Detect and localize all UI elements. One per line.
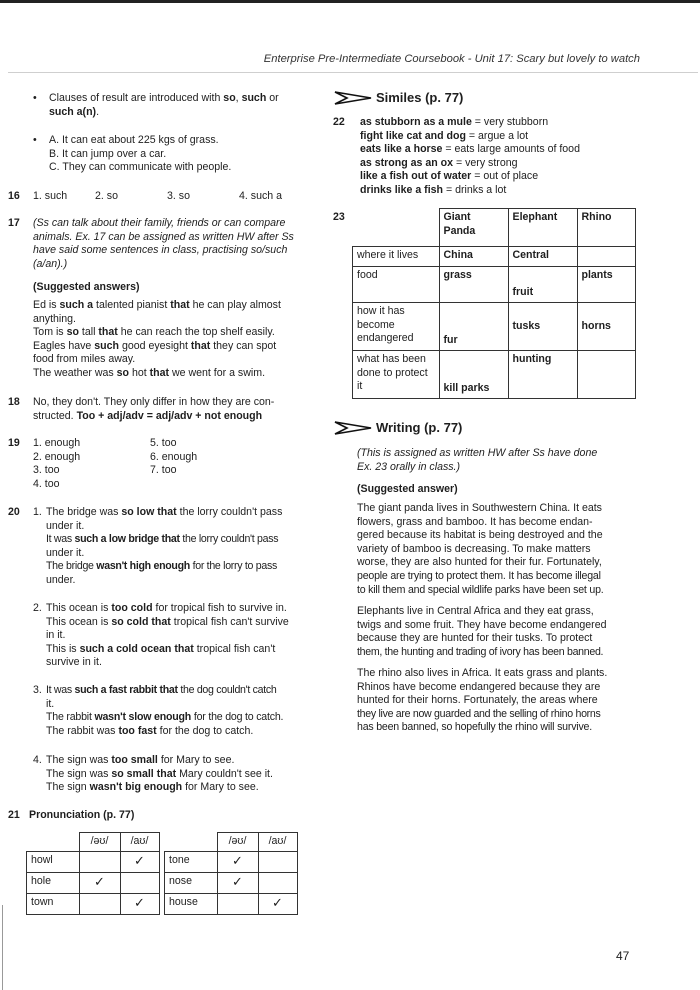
text: /əʊ/	[79, 833, 120, 852]
table-cell: fruit	[512, 286, 534, 299]
writing-suggested	[357, 483, 458, 497]
ex16-number: 16	[8, 190, 20, 202]
pronunciation-table-2	[164, 832, 298, 915]
text: for the dog to catch.	[156, 724, 254, 737]
ex21-number: 21	[8, 809, 20, 821]
text: Elephants live in Central Africa and they eat grass,	[357, 605, 594, 617]
table-cell: house	[165, 893, 218, 914]
text: This ocean is	[46, 602, 112, 614]
text: 4.	[33, 754, 42, 766]
ex16-item: 1. such	[33, 190, 68, 202]
writing-heading	[333, 418, 462, 438]
bullet-abc: • A. It can eat about 225 kgs of grass. B. It can jump over a car. C. They can communicate with people.	[33, 134, 323, 175]
text: = out of place	[471, 170, 539, 183]
ex19-col1	[33, 437, 80, 491]
table-cell: China	[443, 249, 473, 261]
text: hot	[129, 366, 150, 379]
pronunciation-table-1	[26, 832, 160, 915]
margin-line	[2, 905, 3, 990]
ex22-number: 22	[333, 116, 345, 128]
text: Ex. 23 orally in class.)	[357, 460, 461, 473]
text: = eats large amounts of food	[442, 143, 580, 156]
ex20-number: 20	[8, 506, 20, 518]
text: = drinks a lot	[443, 183, 507, 196]
text: that	[170, 299, 190, 311]
text: 7. too	[150, 464, 177, 477]
bullet-clauses: • Clauses of result are introduced with so, such or such a(n).	[33, 92, 279, 118]
text: Pronunciation (p. 77)	[29, 809, 135, 821]
text: No, they don't. They only differ in how they are con-	[33, 396, 275, 408]
simile-line	[360, 170, 690, 184]
check-cell: ✓	[258, 893, 297, 914]
text: the lorry couldn't pass	[179, 533, 279, 546]
ex20-item-4	[33, 754, 323, 795]
top-border	[0, 0, 700, 3]
text: twigs and some fruit. They have become endangered	[357, 618, 607, 631]
arrow-icon	[333, 88, 373, 108]
text: they can spot	[210, 339, 277, 352]
text: tall	[78, 326, 99, 339]
text: gered because its habitat is being destroyed and the	[357, 529, 603, 542]
text: Clauses of result are introduced with	[49, 92, 224, 104]
check-cell	[79, 893, 120, 914]
text: for Mary to see.	[182, 781, 259, 794]
table-cell: plants	[581, 269, 613, 281]
text: the lorry couldn't pass	[176, 506, 283, 518]
text: 5. too	[150, 437, 177, 449]
simile-line	[360, 157, 690, 171]
text: (Ss can talk about their family, friends or can compare	[33, 217, 286, 229]
text: .	[96, 105, 100, 118]
text: = very strong	[453, 156, 518, 169]
table-header: Rhino	[581, 211, 612, 223]
text: This ocean is	[46, 615, 112, 628]
text: 3.	[33, 684, 42, 696]
text: wasn't slow enough	[94, 711, 192, 724]
table-cell: Central	[512, 249, 549, 261]
text: in it.	[46, 629, 66, 642]
text: B. It can jump over a car.	[49, 147, 167, 160]
text: talented pianist	[93, 299, 171, 311]
table-cell: tone	[165, 851, 218, 872]
table-cell: horns	[581, 319, 611, 332]
header-rule	[8, 72, 698, 73]
writing-intro	[357, 447, 657, 474]
text: such a fast rabbit that	[74, 684, 178, 696]
table-header: Giant Panda	[443, 211, 476, 237]
text: to kill them and special wildlife parks have been set up.	[357, 583, 604, 596]
ex19-col2	[150, 437, 197, 478]
text: /əʊ/	[217, 833, 258, 852]
text: tropical fish can't	[193, 642, 276, 655]
text: it.	[46, 697, 55, 710]
text: 1.	[33, 506, 42, 518]
table-cell: tusks	[512, 319, 541, 332]
text: Too + adj/adv = adj/adv + not enough	[76, 409, 263, 422]
text: Rhinos have become endangered because they are	[357, 680, 601, 693]
text: The rabbit	[46, 711, 95, 724]
text: (a/an).)	[33, 257, 68, 270]
text: too cold	[111, 602, 153, 614]
text: for Mary to see.	[157, 754, 235, 766]
text: that	[149, 366, 170, 379]
pronunciation-title	[29, 809, 134, 823]
ex20-item-2	[33, 602, 323, 670]
ex19-number: 19	[8, 437, 20, 449]
text: variety of bamboo is decreasing. To make matters	[357, 542, 591, 555]
simile-line	[360, 116, 690, 130]
text: /aʊ/	[258, 833, 297, 852]
table-cell: kill parks	[443, 382, 490, 395]
ex23-number: 23	[333, 211, 345, 223]
ex17-intro	[33, 217, 323, 271]
writing-paragraph-2	[357, 605, 657, 659]
ex16-item: 2. so	[95, 190, 118, 202]
text: food from miles away.	[33, 353, 136, 366]
check-cell	[258, 851, 297, 872]
text: survive in it.	[46, 656, 102, 669]
simile-line	[360, 184, 690, 198]
text: Ed is	[33, 299, 60, 311]
row-label: how it has become endangered	[353, 303, 440, 351]
check-cell: ✓	[79, 872, 120, 893]
ex16-item: 3. so	[167, 190, 190, 202]
text: Eagles have	[33, 339, 95, 352]
text: flowers, grass and bamboo. It has become endan-	[357, 515, 593, 528]
text: that	[190, 339, 211, 352]
text: Mary couldn't see it.	[176, 767, 273, 780]
text: worse, they are also hunted for their fur. Fortunately,	[357, 556, 602, 569]
text: such a	[59, 299, 94, 311]
text: 6. enough	[150, 450, 198, 463]
text: for the lorry to pass	[189, 560, 277, 573]
text: The sign was	[46, 754, 112, 766]
text: The rhino also lives in Africa. It eats grass and plants.	[357, 667, 608, 679]
text: such	[94, 339, 119, 352]
text: so	[223, 92, 236, 104]
text: It was	[46, 684, 75, 696]
text: Similes (p. 77)	[375, 90, 464, 106]
text: tropical fish can't survive	[170, 615, 289, 628]
check-cell: ✓	[217, 872, 258, 893]
text: 4. too	[33, 477, 60, 490]
text: = argue a lot	[465, 129, 529, 142]
text: he can reach the top shelf easily.	[117, 326, 275, 339]
table-cell: town	[27, 893, 80, 914]
text: Tom is	[33, 326, 67, 339]
check-cell	[217, 893, 258, 914]
text: (This is assigned as written HW after Ss have done	[357, 447, 598, 459]
text: such	[241, 92, 267, 104]
text: The sign	[46, 781, 90, 794]
text: The giant panda lives in Southwestern China. It eats	[357, 502, 602, 514]
text: The weather was	[33, 366, 117, 379]
table-cell: hole	[27, 872, 80, 893]
text: 3. too	[33, 464, 60, 477]
simile-line	[360, 130, 690, 144]
text: drinks like a fish	[360, 183, 444, 196]
page-number: 47	[616, 949, 630, 963]
text: that	[98, 326, 118, 339]
ex17-number: 17	[8, 217, 20, 229]
text: animals. Ex. 17 can be assigned as written HW after Ss	[33, 230, 294, 243]
text: has been banned, so hopefully the rhino will survive.	[357, 721, 592, 734]
page-header: Enterprise Pre-Intermediate Coursebook - Unit 17: Scary but lovely to watch	[263, 53, 640, 65]
text: (Suggested answers)	[33, 281, 140, 293]
text: 2.	[33, 602, 42, 614]
check-cell: ✓	[120, 851, 159, 872]
ex20-item-1	[33, 506, 323, 588]
text: we went for a swim.	[169, 366, 266, 379]
text: so low that	[121, 506, 177, 518]
row-label: where it lives	[353, 247, 440, 267]
text: them, the hunting and trading of ivory has been banned.	[357, 645, 604, 658]
table-cell: howl	[27, 851, 80, 872]
text: as strong as an ox	[360, 156, 454, 169]
text: wasn't high enough	[96, 560, 190, 573]
ex18-text	[33, 396, 323, 423]
text: too fast	[118, 724, 157, 737]
text: or	[266, 92, 279, 104]
text: under it.	[46, 519, 85, 532]
table-cell: nose	[165, 872, 218, 893]
text: so	[116, 366, 129, 379]
text: as stubborn as a mule	[360, 116, 472, 128]
text: (Suggested answer)	[357, 483, 458, 495]
text: good eyesight	[119, 339, 191, 352]
text: 1. enough	[33, 437, 81, 449]
text: for the dog to catch.	[191, 711, 284, 724]
text: such a low bridge that	[74, 533, 180, 546]
arrow-icon	[333, 418, 373, 438]
check-cell	[79, 851, 120, 872]
table-cell: hunting	[512, 353, 552, 365]
check-cell: ✓	[217, 851, 258, 872]
text: such a(n)	[49, 105, 97, 118]
text: The sign was	[46, 767, 112, 780]
check-cell: ✓	[120, 893, 159, 914]
check-cell	[120, 872, 159, 893]
text: they live are now guarded and the selling of rhino horns	[357, 707, 601, 720]
text: It was	[46, 533, 75, 546]
writing-paragraph-3	[357, 667, 657, 735]
text: /aʊ/	[120, 833, 159, 852]
text: Writing (p. 77)	[375, 420, 463, 436]
text: like a fish out of water	[360, 170, 472, 183]
text: The rabbit was	[46, 724, 119, 737]
text: The bridge	[46, 560, 97, 573]
text: eats like a horse	[360, 143, 443, 156]
similes-list	[360, 116, 690, 198]
table-cell: fur	[443, 334, 458, 347]
text: hunted for their horns. Fortunately, the areas where	[357, 694, 598, 707]
ex17-suggested	[33, 281, 140, 295]
text: he can play almost	[189, 299, 281, 311]
ex16-item: 4. such a	[239, 190, 282, 202]
text: fight like cat and dog	[360, 129, 466, 142]
check-cell	[258, 872, 297, 893]
text: structed.	[33, 409, 77, 422]
text: ,	[235, 92, 242, 104]
text: too small	[111, 754, 158, 766]
similes-heading	[333, 88, 463, 108]
ex20-item-3	[33, 684, 323, 738]
text: under it.	[46, 546, 85, 559]
animals-table	[352, 208, 636, 399]
writing-paragraph-1	[357, 502, 657, 597]
text: because they are hunted for their tusks. To protect	[357, 632, 593, 645]
text: wasn't big enough	[89, 781, 183, 794]
text: so small that	[111, 767, 177, 780]
text: people are trying to protect them. It has become illegal	[357, 569, 601, 582]
text: have said some sentences in class, practising so/such	[33, 244, 288, 257]
row-label: food	[353, 267, 440, 303]
text: for tropical fish to survive in.	[152, 602, 287, 614]
text: 2. enough	[33, 450, 81, 463]
text: such a cold ocean that	[79, 642, 194, 655]
text: A. It can eat about 225 kgs of grass.	[49, 134, 219, 146]
text: under.	[46, 573, 76, 586]
ex17-answers	[33, 299, 323, 381]
table-header: Elephant	[512, 211, 558, 223]
ex18-number: 18	[8, 396, 20, 408]
simile-line	[360, 143, 690, 157]
text: so cold that	[111, 615, 171, 628]
text: the dog couldn't catch	[177, 684, 277, 696]
text: C. They can communicate with people.	[49, 161, 232, 174]
text: so	[66, 326, 79, 339]
text: The bridge was	[46, 506, 122, 518]
text: anything.	[33, 312, 76, 325]
row-label: what has been done to protect it	[353, 351, 440, 399]
table-cell: grass	[443, 269, 472, 281]
text: = very stubborn	[471, 116, 549, 128]
text: This is	[46, 642, 80, 655]
